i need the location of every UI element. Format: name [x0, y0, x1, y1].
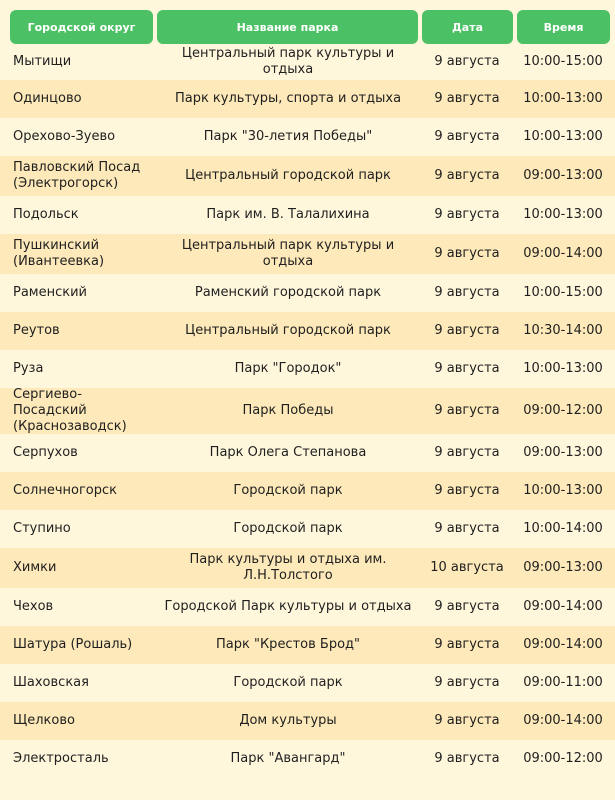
- table-row: [0, 80, 615, 118]
- cell-date: 9 августа: [434, 713, 500, 728]
- cell-time: 09:00-13:00: [523, 560, 603, 575]
- cell-park: Парк Победы: [242, 403, 334, 418]
- cell-district: Руза: [13, 361, 44, 376]
- cell-district: Мытищи: [13, 54, 72, 69]
- cell-date: 9 августа: [434, 483, 500, 498]
- table-row: [0, 548, 615, 588]
- table-row: [0, 234, 615, 274]
- table-header: [0, 0, 615, 44]
- cell-time: 09:00-12:00: [523, 751, 603, 766]
- cell-time: 10:00-13:00: [523, 207, 603, 222]
- table-row: [0, 196, 615, 234]
- cell-date: 9 августа: [434, 91, 500, 106]
- table-row: [0, 472, 615, 510]
- table-row: [0, 350, 615, 388]
- cell-time: 10:00-15:00: [523, 54, 603, 69]
- cell-park: Городской парк: [233, 521, 343, 536]
- cell-park: Городской парк: [233, 675, 343, 690]
- cell-district: Одинцово: [13, 91, 82, 106]
- cell-district: Пушкинский (Ивантеевка): [13, 238, 105, 269]
- cell-time: 10:00-14:00: [523, 521, 603, 536]
- cell-district: Солнечногорск: [13, 483, 118, 498]
- cell-time: 09:00-14:00: [523, 713, 603, 728]
- cell-district: Подольск: [13, 207, 79, 222]
- cell-date: 9 августа: [434, 207, 500, 222]
- table-row: [0, 118, 615, 156]
- table-row: [0, 274, 615, 312]
- cell-date: 9 августа: [434, 246, 500, 261]
- cell-date: 9 августа: [434, 403, 500, 418]
- cell-park: Центральный городской парк: [185, 323, 391, 338]
- cell-date: 9 августа: [434, 168, 500, 183]
- table-row: [0, 510, 615, 548]
- cell-park: Парк культуры, спорта и отдыха: [174, 91, 402, 106]
- cell-date: 9 августа: [434, 675, 500, 690]
- cell-district: Химки: [13, 560, 57, 575]
- cell-park: Дом культуры: [239, 713, 337, 728]
- cell-park: Парк "Крестов Брод": [216, 637, 360, 652]
- table-row: [0, 664, 615, 702]
- cell-park: Парк Олега Степанова: [209, 445, 367, 460]
- cell-time: 09:00-13:00: [523, 168, 603, 183]
- cell-time: 09:00-12:00: [523, 403, 603, 418]
- cell-park: Городской Парк культуры и отдыха: [164, 599, 412, 614]
- cell-district: Орехово-Зуево: [13, 129, 116, 144]
- cell-time: 10:00-13:00: [523, 361, 603, 376]
- cell-date: 9 августа: [434, 129, 500, 144]
- cell-time: 10:00-15:00: [523, 285, 603, 300]
- cell-time: 09:00-14:00: [523, 599, 603, 614]
- cell-time: 09:00-14:00: [523, 637, 603, 652]
- cell-district: Павловский Посад (Электрогорск): [13, 160, 141, 191]
- cell-time: 10:00-13:00: [523, 91, 603, 106]
- cell-district: Чехов: [13, 599, 54, 614]
- cell-date: 10 августа: [430, 560, 504, 575]
- cell-park: Парк "30-летия Победы": [203, 129, 373, 144]
- cell-date: 9 августа: [434, 751, 500, 766]
- cell-district: Серпухов: [13, 445, 78, 460]
- cell-district: Шаховская: [13, 675, 89, 690]
- cell-time: 10:00-13:00: [523, 129, 603, 144]
- header-date: Дата: [422, 10, 513, 44]
- cell-park: Парк "Авангард": [230, 751, 346, 766]
- cell-date: 9 августа: [434, 361, 500, 376]
- cell-park: Парк культуры и отдыха им. Л.Н.Толстого: [189, 552, 387, 583]
- cell-date: 9 августа: [434, 285, 500, 300]
- table-row: [0, 156, 615, 196]
- cell-park: Центральный городской парк: [185, 168, 391, 183]
- table-row: [0, 740, 615, 778]
- cell-park: Парк им. В. Талалихина: [206, 207, 370, 222]
- cell-date: 9 августа: [434, 54, 500, 69]
- cell-park: Парк "Городок": [234, 361, 342, 376]
- cell-date: 9 августа: [434, 445, 500, 460]
- cell-time: 09:00-11:00: [523, 675, 603, 690]
- cell-district: Шатура (Рошаль): [13, 637, 133, 652]
- cell-date: 9 августа: [434, 521, 500, 536]
- table-row: [0, 44, 615, 80]
- header-time: Время: [517, 10, 610, 44]
- cell-time: 09:00-13:00: [523, 445, 603, 460]
- cell-time: 09:00-14:00: [523, 246, 603, 261]
- cell-time: 10:30-14:00: [523, 323, 603, 338]
- cell-date: 9 августа: [434, 599, 500, 614]
- cell-district: Ступино: [13, 521, 71, 536]
- cell-park: Раменский городской парк: [194, 285, 382, 300]
- cell-district: Сергиево-Посадский (Краснозаводск): [13, 387, 127, 434]
- table-row: [0, 626, 615, 664]
- cell-district: Раменский: [13, 285, 88, 300]
- table-row: [0, 388, 615, 434]
- cell-district: Электросталь: [13, 751, 109, 766]
- table-row: [0, 588, 615, 626]
- header-district: Городской округ: [10, 10, 153, 44]
- cell-date: 9 августа: [434, 637, 500, 652]
- cell-park: Городской парк: [233, 483, 343, 498]
- table-row: [0, 434, 615, 472]
- cell-date: 9 августа: [434, 323, 500, 338]
- cell-park: Центральный парк культуры и отдыха: [181, 46, 395, 77]
- table-row: [0, 312, 615, 350]
- cell-time: 10:00-13:00: [523, 483, 603, 498]
- cell-district: Реутов: [13, 323, 60, 338]
- cell-district: Щелково: [13, 713, 75, 728]
- header-park: Название парка: [157, 10, 418, 44]
- table-row: [0, 702, 615, 740]
- cell-park: Центральный парк культуры и отдыха: [181, 238, 395, 269]
